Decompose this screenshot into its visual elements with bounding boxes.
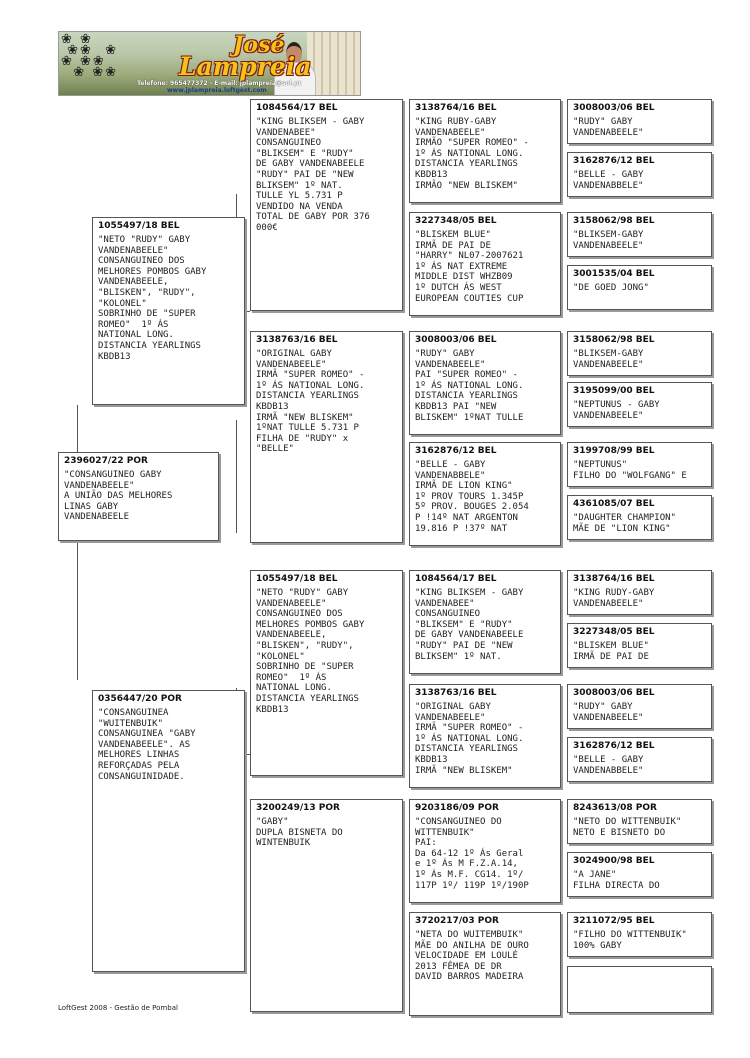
- ring-number: 3211072/95 BEL: [573, 916, 655, 926]
- ring-number: 3162876/12 BEL: [415, 446, 497, 456]
- ring-number: 2396027/22 POR: [64, 456, 148, 466]
- pedigree-box-gen4[interactable]: [567, 331, 712, 376]
- pedigree-box-dam-dam[interactable]: [250, 799, 403, 1012]
- pedigree-box-gen3[interactable]: [409, 99, 561, 203]
- bird-description: "NETO DO WITTENBUIK" NETO E BISNETO DO: [573, 817, 682, 838]
- pedigree-box-gen4[interactable]: [567, 570, 712, 615]
- bird-description: "NETO "RUDY" GABY VANDENABEELE" CONSANGUINEO DOS MELHORES POMBOS GABY VANDENABEELE, "BLISKEN", "RUDY", "KOLONEL" SOBRINHO DE "SUPER ROMEO" 1º ÁS NATIONAL LONG. DISTANCIA YEARLINGS KBDB13: [98, 235, 207, 362]
- bird-description: "KING BLIKSEM - GABY VANDENABEE" CONSANGUINEO "BLIKSEM" E "RUDY" DE GABY VANDENABEELE "RUDY" PAI DE "NEW BLIKSEM" 1º NAT. TULLE YL 5.731 P VENDIDO NA VENDA TOTAL DE GABY POR 376 000€: [256, 117, 370, 233]
- ring-number: 1084564/17 BEL: [256, 103, 338, 113]
- bird-description: "CONSANGUINEA "WUITENBUIK" CONSANGUINEA "GABY VANDENABEELE". AS MELHORES LINHAS REFORÇADAS PELA CONSANGUINIDADE.: [98, 708, 196, 782]
- pedigree-box-gen4[interactable]: [567, 152, 712, 197]
- logo-last-name: Lampreia: [179, 52, 312, 81]
- ring-number: 3008003/06 BEL: [573, 688, 655, 698]
- ring-number: 9203186/09 POR: [415, 803, 499, 813]
- bird-description: "BELLE - GABY VANDENABBELE": [573, 170, 644, 191]
- ring-number: 3200249/13 POR: [256, 803, 340, 813]
- ring-number: 3008003/06 BEL: [415, 335, 497, 345]
- pigeons-flock-image: ❀ ❀ ❀❀ ❀ ❀ ❀❀ ❀ ❀❀: [61, 32, 119, 80]
- pedigree-box-gen4[interactable]: [567, 442, 712, 487]
- bird-description: "KING RUDY-GABY VANDENABEELE": [573, 588, 655, 609]
- bird-description: "RUDY" GABY VANDENABEELE": [573, 117, 644, 138]
- header-banner: [58, 31, 361, 96]
- bird-description: "BLIKSEM-GABY VANDENABEELE": [573, 230, 644, 251]
- ring-number: 3138763/16 BEL: [415, 688, 497, 698]
- pedigree-box-gen3[interactable]: [409, 570, 561, 674]
- ring-number: 1084564/17 BEL: [415, 574, 497, 584]
- bird-description: "ORIGINAL GABY VANDENABEELE" IRMÃ "SUPER ROMEO" - 1º ÁS NATIONAL LONG. DISTANCIA YEARLINGS KBDB13 IRMÃ "NEW BLISKEM": [415, 702, 524, 776]
- ring-number: 3158062/98 BEL: [573, 335, 655, 345]
- bird-description: "FILHO DO WITTENBUIK" 100% GABY: [573, 930, 687, 951]
- pedigree-box-gen4[interactable]: [567, 382, 712, 427]
- bird-description: "NETA DO WUITEMBUIK" MÃE DO ANILHA DE OURO VELOCIDADE EM LOULÉ 2013 FÊMEA DE DR DAVID BARROS MADEIRA: [415, 930, 529, 983]
- footer-text: LoftGest 2008 - Gestão de Pombal: [58, 1004, 178, 1012]
- ring-number: 8243613/08 POR: [573, 803, 657, 813]
- bird-description: "BLISKEM BLUE" IRMÃ DE PAI DE "HARRY" NL07-2007621 1º ÁS NAT EXTREME MIDDLE DIST WHZB09 1º DUTCH ÁS WEST EUROPEAN COUTIES CUP: [415, 230, 524, 304]
- ring-number: 3138764/16 BEL: [573, 574, 655, 584]
- pedigree-box-gen4[interactable]: [567, 265, 712, 310]
- bird-description: "BELLE - GABY VANDENABBELE": [573, 755, 644, 776]
- pedigree-box-gen4-empty[interactable]: [567, 966, 712, 1013]
- website-line: www.jplampreia.loftgest.com: [167, 87, 267, 94]
- bird-description: "BLIKSEM-GABY VANDENABEELE": [573, 349, 644, 370]
- ring-number: 3138763/16 BEL: [256, 335, 338, 345]
- pedigree-box-dam-sire[interactable]: [250, 570, 403, 776]
- pedigree-box-gen3[interactable]: [409, 442, 561, 546]
- pedigree-box-gen4[interactable]: [567, 495, 712, 540]
- bird-description: "KING RUBY-GABY VANDENABEELE" IRMÃO "SUPER ROMEO" - 1º ÁS NATIONAL LONG. DISTANCIA YEARLINGS KBDB13 IRMÃO "NEW BLISKEM": [415, 117, 529, 191]
- ring-number: 3720217/03 POR: [415, 916, 499, 926]
- ring-number: 3008003/06 BEL: [573, 103, 655, 113]
- bird-description: "DE GOED JONG": [573, 283, 649, 293]
- bird-description: "CONSANGUINEO GABY VANDENABEELE" A UNIÃO DAS MELHORES LINAS GABY VANDENABEELE: [64, 470, 173, 523]
- pedigree-box-gen3[interactable]: [409, 331, 561, 435]
- pedigree-box-gen4[interactable]: [567, 623, 712, 668]
- contact-line: Telefone: 965477372 - E-mail: jplampreia@sol.pt: [137, 80, 302, 87]
- pedigree-box-gen4[interactable]: [567, 99, 712, 144]
- ring-number: 3024900/98 BEL: [573, 856, 655, 866]
- pedigree-box-dam[interactable]: [92, 690, 245, 972]
- ring-number: 3158062/98 BEL: [573, 216, 655, 226]
- ring-number: 3162876/12 BEL: [573, 156, 655, 166]
- ring-number: 3227348/05 BEL: [415, 216, 497, 226]
- pedigree-box-gen3[interactable]: [409, 912, 561, 1016]
- ring-number: 0356447/20 POR: [98, 694, 182, 704]
- pedigree-box-gen3[interactable]: [409, 684, 561, 788]
- ring-number: 1055497/18 BEL: [98, 221, 180, 231]
- bird-description: "NEPTUNUS" FILHO DO "WOLFGANG" E: [573, 460, 687, 481]
- pedigree-box-gen4[interactable]: [567, 684, 712, 729]
- ring-number: 3195099/00 BEL: [573, 386, 655, 396]
- bird-description: "DAUGHTER CHAMPION" MÃE DE "LION KING": [573, 513, 676, 534]
- pedigree-box-gen4[interactable]: [567, 852, 712, 897]
- pedigree-box-sire-dam[interactable]: [250, 331, 403, 543]
- pedigree-box-sire-sire[interactable]: [250, 99, 403, 311]
- pedigree-box-subject[interactable]: [58, 452, 219, 541]
- bird-description: "RUDY" GABY VANDENABEELE" PAI "SUPER ROMEO" - 1º ÁS NATIONAL LONG. DISTANCIA YEARLINGS KBDB13 PAI "NEW BLISKEM" 1ºNAT TULLE: [415, 349, 524, 423]
- pedigree-box-gen4[interactable]: [567, 212, 712, 257]
- bird-description: "CONSANGUINEO DO WITTENBUIK" PAI: Da 64-12 1º Ás Geral e 1º Ás M F.Z.A.14, 1º Ás M.F. CG14. 1º/ 117P 1º/ 119P 1º/190P: [415, 817, 529, 891]
- bird-description: "RUDY" GABY VANDENABEELE": [573, 702, 644, 723]
- bird-description: "NEPTUNUS - GABY VANDENABEELE": [573, 400, 660, 421]
- ring-number: 3199708/99 BEL: [573, 446, 655, 456]
- bird-description: "ORIGINAL GABY VANDENABEELE" IRMÃ "SUPER ROMEO" - 1º ÁS NATIONAL LONG. DISTANCIA YEARLINGS KBDB13 IRMÃ "NEW BLISKEM" 1ºNAT TULLE 5.731 P FILHA DE "RUDY" x "BELLE": [256, 349, 365, 455]
- bird-description: "BLISKEM BLUE" IRMÃ DE PAI DE: [573, 641, 649, 662]
- bird-description: "GABY" DUPLA BISNETA DO WINTENBUIK: [256, 817, 343, 849]
- ring-number: 3227348/05 BEL: [573, 627, 655, 637]
- pedigree-box-gen4[interactable]: [567, 912, 712, 957]
- pedigree-box-sire[interactable]: [92, 217, 245, 405]
- bird-description: "KING BLIKSEM - GABY VANDENABEE" CONSANGUINEO "BLIKSEM" E "RUDY" DE GABY VANDENABEELE "RUDY" PAI DE "NEW BLIKSEM" 1º NAT.: [415, 588, 524, 662]
- pedigree-box-gen3[interactable]: [409, 799, 561, 903]
- ring-number: 1055497/18 BEL: [256, 574, 338, 584]
- ring-number: 3138764/16 BEL: [415, 103, 497, 113]
- bird-description: "NETO "RUDY" GABY VANDENABEELE" CONSANGUINEO DOS MELHORES POMBOS GABY VANDENABEELE, "BLISKEN", "RUDY", "KOLONEL" SOBRINHO DE "SUPER ROMEO" 1º ÁS NATIONAL LONG. DISTANCIA YEARLINGS KBDB13: [256, 588, 365, 715]
- pedigree-box-gen3[interactable]: [409, 212, 561, 316]
- ring-number: 3162876/12 BEL: [573, 741, 655, 751]
- ring-number: 4361085/07 BEL: [573, 499, 655, 509]
- bird-description: "BELLE - GABY VANDENABBELE" IRMÃ DE LION KING" 1º PROV TOURS 1.345P 5º PROV. BOUGES 2.054 P !14º NAT ARGENTON 19.816 P !37º NAT: [415, 460, 529, 534]
- pedigree-box-gen4[interactable]: [567, 799, 712, 844]
- logo-first-name: José: [233, 32, 285, 58]
- ring-number: 3001535/04 BEL: [573, 269, 655, 279]
- bird-description: "A JANE" FILHA DIRECTA DO: [573, 870, 660, 891]
- pedigree-box-gen4[interactable]: [567, 737, 712, 782]
